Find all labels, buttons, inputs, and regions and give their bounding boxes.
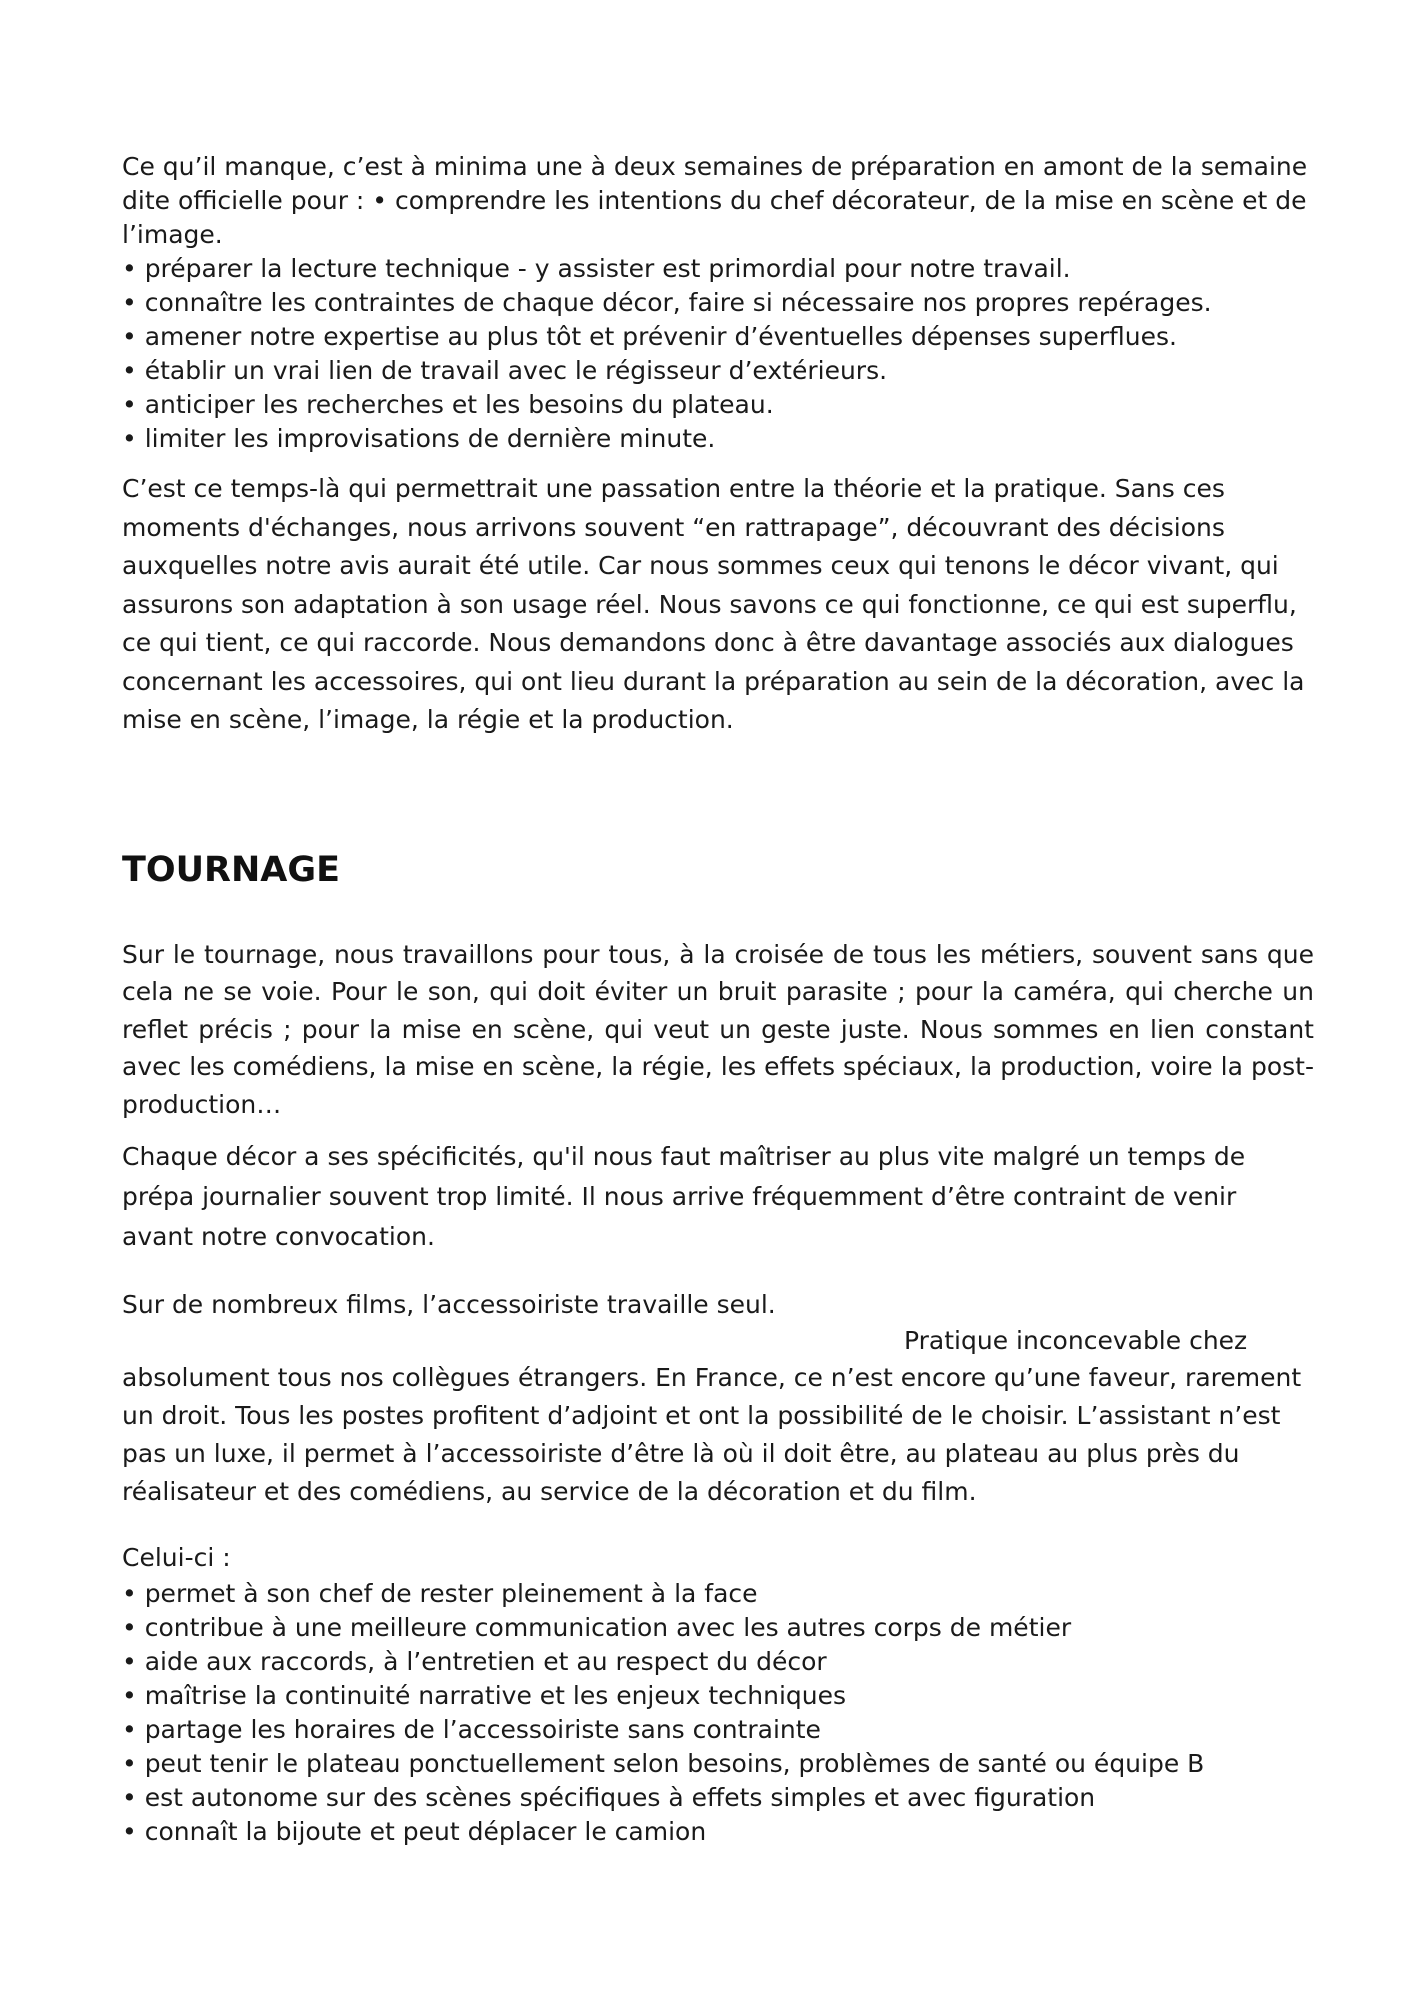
list-item: • établir un vrai lien de travail avec le régisseur d’extérieurs.	[122, 356, 888, 385]
document-page	[122, 150, 1314, 1849]
list-item: • est autonome sur des scènes spécifiques à effets simples et avec figuration	[122, 1783, 1096, 1812]
list-item: • connaître les contraintes de chaque décor, faire si nécessaire nos propres repérages.	[122, 288, 1212, 317]
list-item: • partage les horaires de l’accessoiriste sans contrainte	[122, 1715, 821, 1744]
list-item: • aide aux raccords, à l’entretien et au respect du décor	[122, 1647, 827, 1676]
paragraph-continuation: absolument tous nos collègues étrangers. En France, ce n’est encore qu’une faveur, rarement un droit. Tous les postes profitent d’adjoint et ont la possibilité de le choisir. L’assistant n’est pas un luxe, il permet à l’accessoiriste d’être là où il doit être, au plateau au plus près du réalisateur et des comédiens, au service de la décoration et du film.	[122, 1363, 1302, 1506]
tournage-paragraph-3	[122, 1287, 1314, 1511]
assistant-list-label: Celui-ci :	[122, 1543, 231, 1572]
list-item: • permet à son chef de rester pleinement à la face	[122, 1579, 758, 1608]
preparation-bullet-list	[122, 252, 1314, 456]
intro-lead: Ce qu’il manque, c’est à minima une à deux semaines de préparation en amont de la semaine dite officielle pour : • comprendre les intentions du chef décorateur, de la mise en scène et de l’image.	[122, 152, 1308, 249]
list-item: • peut tenir le plateau ponctuellement selon besoins, problèmes de santé ou équipe B	[122, 1749, 1205, 1778]
paragraph-line: Sur de nombreux films, l’accessoiriste travaille seul.	[122, 1290, 776, 1319]
tournage-paragraph-1: Sur le tournage, nous travaillons pour tous, à la croisée de tous les métiers, souvent sans que cela ne se voie. Pour le son, qui doit éviter un bruit parasite ; pour la caméra, qui cherche un reflet précis ; pour la mise en scène, qui veut un geste juste. Nous sommes en lien constant avec les comédiens, la mise en scène, la régie, les effets spéciaux, la production, voire la post-production…	[122, 939, 1314, 1119]
section-heading-tournage: TOURNAGE	[122, 849, 341, 890]
list-item: • connaît la bijoute et peut déplacer le camion	[122, 1817, 707, 1846]
list-item: • préparer la lecture technique - y assister est primordial pour notre travail.	[122, 254, 1071, 283]
list-item: • maîtrise la continuité narrative et les enjeux techniques	[122, 1681, 847, 1710]
tournage-paragraph-2: Chaque décor a ses spécificités, qu'il nous faut maîtriser au plus vite malgré un temps de prépa journalier souvent trop limité. Il nous arrive fréquemment d’être contraint de venir avant notre convocation.	[122, 1142, 1246, 1251]
preparation-paragraph: C’est ce temps-là qui permettrait une passation entre la théorie et la pratique. Sans ces moments d'échanges, nous arrivons souvent “en rattrapage”, découvrant des décisions auxquelles notre avis aurait été utile. Car nous sommes ceux qui tenons le décor vivant, qui assurons son adaptation à son usage réel. Nous savons ce qui fonctionne, ce qui est superflu, ce qui tient, ce qui raccorde. Nous demandons donc à être davantage associés aux dialogues concernant les accessoires, qui ont lieu durant la préparation au sein de la décoration, avec la mise en scène, l’image, la régie et la production.	[122, 474, 1305, 734]
list-item: • contribue à une meilleure communication avec les autres corps de métier	[122, 1613, 1072, 1642]
list-item: • amener notre expertise au plus tôt et prévenir d’éventuelles dépenses superflues.	[122, 322, 1178, 351]
paragraph-line-indented: Pratique inconcevable chez	[904, 1326, 1248, 1355]
assistant-bullet-list	[122, 1577, 1314, 1849]
list-item: • anticiper les recherches et les besoins du plateau.	[122, 390, 774, 419]
list-item: • limiter les improvisations de dernière minute.	[122, 424, 716, 453]
